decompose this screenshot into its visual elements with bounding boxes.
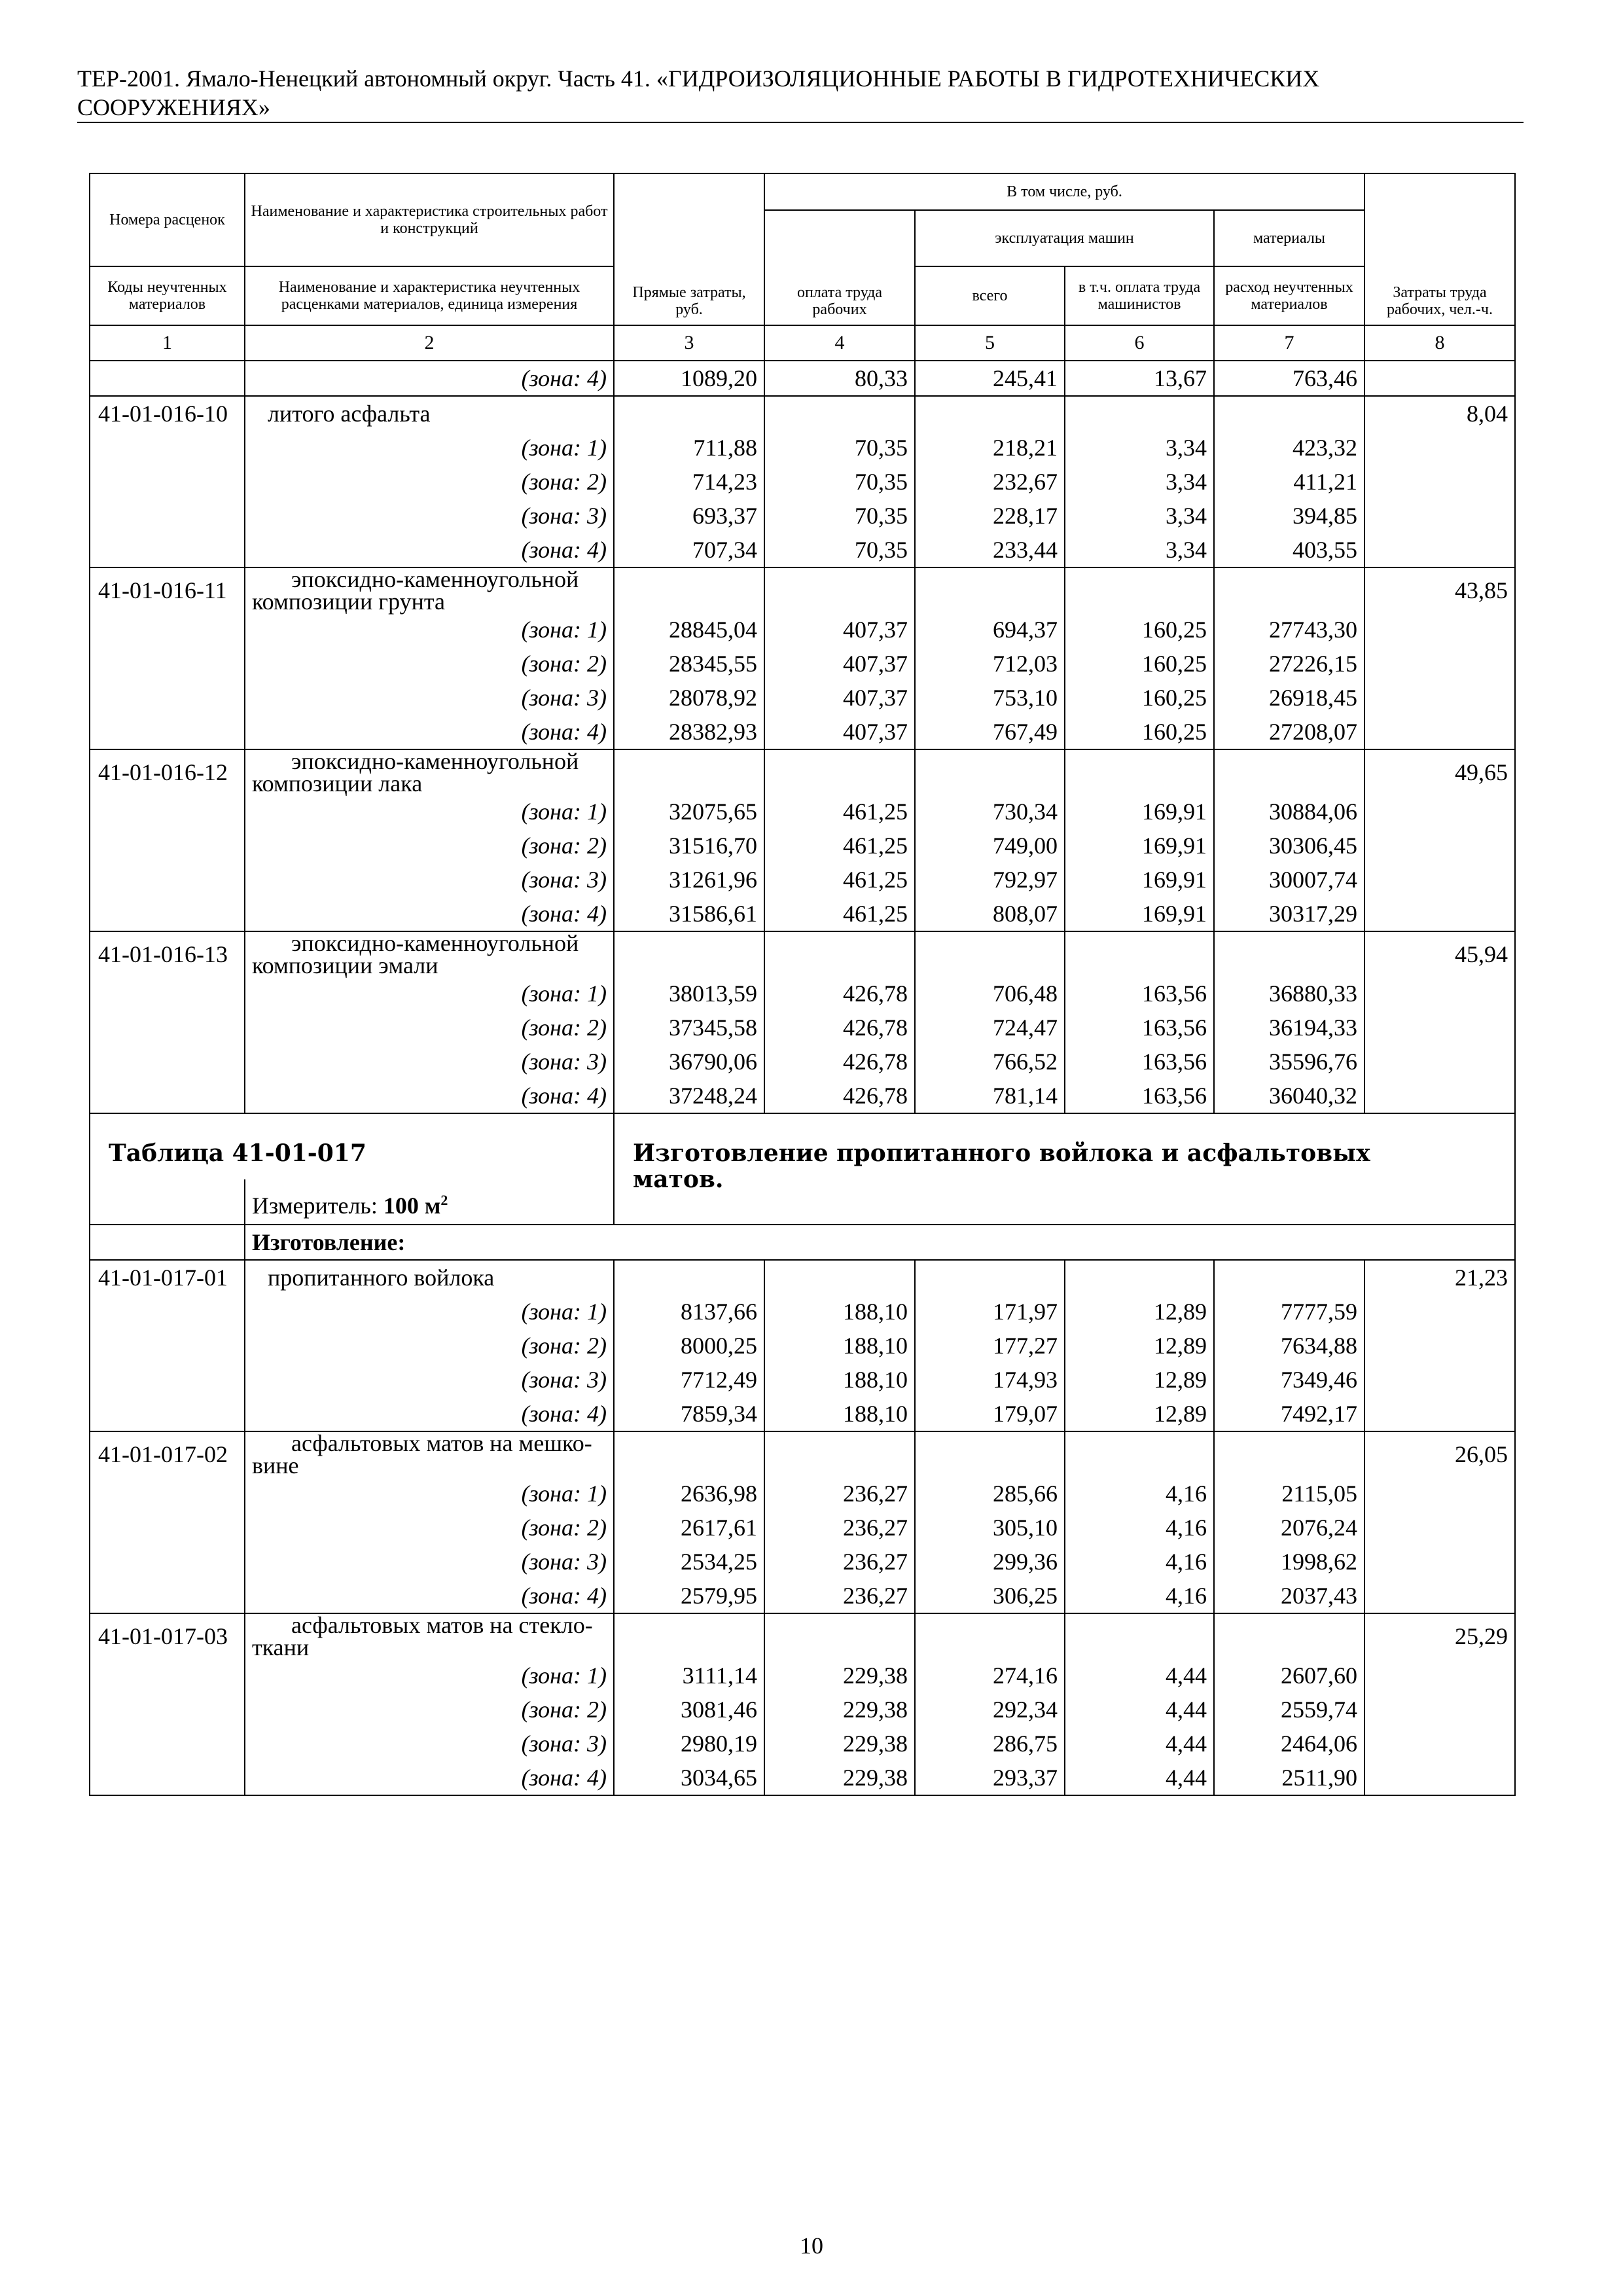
rate-code-row — [90, 1613, 1515, 1659]
rate-code-row — [90, 1431, 1515, 1477]
direct-cost: 8000,25 — [614, 1329, 764, 1363]
materials-cost: 2037,43 — [1214, 1579, 1364, 1613]
machines-total: 174,93 — [915, 1363, 1065, 1397]
col8-header: Затраты труда рабочих, чел.-ч. — [1364, 173, 1515, 325]
machinist-pay: 160,25 — [1065, 613, 1214, 647]
table-row — [90, 863, 1515, 897]
machinist-pay: 169,91 — [1065, 795, 1214, 829]
col-number: 7 — [1214, 325, 1364, 361]
header-rule — [77, 122, 1524, 123]
materials-cost: 2559,74 — [1214, 1693, 1364, 1727]
labor-pay: 461,25 — [764, 897, 915, 931]
unit-label: Измеритель: — [252, 1193, 383, 1219]
work-name-line: эпоксидно-каменноугольной — [291, 930, 579, 956]
labor-pay: 236,27 — [764, 1579, 915, 1613]
direct-cost: 707,34 — [614, 533, 764, 567]
labor-hours: 25,29 — [1364, 1613, 1515, 1659]
table-row — [90, 681, 1515, 715]
work-name — [245, 749, 614, 795]
col-number: 8 — [1364, 325, 1515, 361]
zone-label: (зона: 4) — [245, 361, 614, 396]
machinist-pay: 4,44 — [1065, 1693, 1214, 1727]
zone-label: (зона: 3) — [245, 1727, 614, 1761]
machines-total: 767,49 — [915, 715, 1065, 749]
direct-cost: 28345,55 — [614, 647, 764, 681]
machines-total: 792,97 — [915, 863, 1065, 897]
machines-total: 694,37 — [915, 613, 1065, 647]
rate-code: 41-01-016-11 — [90, 567, 245, 613]
machines-total: 706,48 — [915, 977, 1065, 1011]
work-name-line: пропитанного войлока — [268, 1265, 495, 1291]
machines-total: 293,37 — [915, 1761, 1065, 1795]
section-label: Изготовление: — [245, 1225, 1515, 1260]
work-name-line: эпоксидно-каменноугольной — [291, 566, 579, 592]
direct-cost: 28845,04 — [614, 613, 764, 647]
machines-total: 274,16 — [915, 1659, 1065, 1693]
col-number: 4 — [764, 325, 915, 361]
direct-cost: 31516,70 — [614, 829, 764, 863]
zone-label: (зона: 4) — [245, 1761, 614, 1795]
direct-cost: 32075,65 — [614, 795, 764, 829]
materials-cost: 1998,62 — [1214, 1545, 1364, 1579]
direct-cost: 1089,20 — [614, 361, 764, 396]
table-row — [90, 499, 1515, 533]
direct-cost: 28382,93 — [614, 715, 764, 749]
rates-table — [89, 173, 1516, 1796]
direct-cost: 3034,65 — [614, 1761, 764, 1795]
table-body-016 — [90, 361, 1515, 1113]
materials-cost: 30306,45 — [1214, 829, 1364, 863]
table-row — [90, 715, 1515, 749]
rate-code-row — [90, 567, 1515, 613]
labor-hours: 49,65 — [1364, 749, 1515, 795]
col-number: 5 — [915, 325, 1065, 361]
work-name-line: эпоксидно-каменноугольной — [291, 748, 579, 774]
machines-header: эксплуатация машин — [915, 210, 1214, 266]
labor-pay: 70,35 — [764, 465, 915, 499]
machinist-pay: 3,34 — [1065, 465, 1214, 499]
labor-pay: 188,10 — [764, 1397, 915, 1431]
table-row — [90, 795, 1515, 829]
zone-label: (зона: 2) — [245, 647, 614, 681]
materials-cost: 423,32 — [1214, 431, 1364, 465]
machinist-pay: 169,91 — [1065, 897, 1214, 931]
table-row — [90, 1295, 1515, 1329]
labor-pay: 407,37 — [764, 715, 915, 749]
zone-label: (зона: 1) — [245, 1295, 614, 1329]
labor-pay: 188,10 — [764, 1295, 915, 1329]
labor-pay: 229,38 — [764, 1761, 915, 1795]
direct-cost: 3081,46 — [614, 1693, 764, 1727]
materials-header: материалы — [1214, 210, 1364, 266]
labor-pay: 461,25 — [764, 863, 915, 897]
zone-label: (зона: 3) — [245, 1045, 614, 1079]
zone-label: (зона: 2) — [245, 1693, 614, 1727]
direct-cost: 711,88 — [614, 431, 764, 465]
table-row — [90, 1011, 1515, 1045]
machines-total: 808,07 — [915, 897, 1065, 931]
work-name-line: композиции эмали — [252, 952, 438, 978]
machines-total: 781,14 — [915, 1079, 1065, 1113]
zone-label: (зона: 1) — [245, 613, 614, 647]
direct-cost: 31586,61 — [614, 897, 764, 931]
materials-cost: 36880,33 — [1214, 977, 1364, 1011]
machines-total: 179,07 — [915, 1397, 1065, 1431]
machinist-pay: 3,34 — [1065, 499, 1214, 533]
labor-hours: 26,05 — [1364, 1431, 1515, 1477]
table-row — [90, 361, 1515, 396]
materials-cost: 26918,45 — [1214, 681, 1364, 715]
labor-pay: 229,38 — [764, 1727, 915, 1761]
machines-total: 712,03 — [915, 647, 1065, 681]
machinist-pay: 4,16 — [1065, 1545, 1214, 1579]
machinist-pay: 4,16 — [1065, 1511, 1214, 1545]
machinist-pay: 160,25 — [1065, 715, 1214, 749]
unit-exponent: 2 — [440, 1192, 448, 1208]
materials-cost: 411,21 — [1214, 465, 1364, 499]
zone-label: (зона: 2) — [245, 1329, 614, 1363]
labor-pay: 236,27 — [764, 1477, 915, 1511]
machines-total: 299,36 — [915, 1545, 1065, 1579]
work-name — [245, 567, 614, 613]
materials-cost: 763,46 — [1214, 361, 1364, 396]
labor-pay: 229,38 — [764, 1659, 915, 1693]
table-row — [90, 1329, 1515, 1363]
zone-label: (зона: 1) — [245, 1477, 614, 1511]
zone-label: (зона: 2) — [245, 829, 614, 863]
table-row — [90, 1363, 1515, 1397]
work-name — [245, 396, 614, 431]
labor-pay: 426,78 — [764, 1011, 915, 1045]
rate-code-row — [90, 1260, 1515, 1295]
direct-cost: 714,23 — [614, 465, 764, 499]
zone-label: (зона: 4) — [245, 1397, 614, 1431]
col1-bottom-header: Коды неучтенных материалов — [90, 266, 245, 325]
machinist-pay: 12,89 — [1065, 1295, 1214, 1329]
labor-pay: 426,78 — [764, 1079, 915, 1113]
direct-cost: 2980,19 — [614, 1727, 764, 1761]
labor-pay: 461,25 — [764, 829, 915, 863]
work-name — [245, 931, 614, 977]
machines-total: 218,21 — [915, 431, 1065, 465]
work-name-line: композиции лака — [252, 770, 423, 797]
table-row — [90, 465, 1515, 499]
col3-header: Прямые затраты, руб. — [614, 173, 764, 325]
labor-pay: 407,37 — [764, 647, 915, 681]
labor-pay: 461,25 — [764, 795, 915, 829]
zone-label: (зона: 1) — [245, 1659, 614, 1693]
machinist-pay: 4,44 — [1065, 1761, 1214, 1795]
work-name-line: вине — [252, 1452, 299, 1479]
zone-label: (зона: 1) — [245, 977, 614, 1011]
materials-cost: 30007,74 — [1214, 863, 1364, 897]
labor-hours: 45,94 — [1364, 931, 1515, 977]
work-name-line: асфальтовых матов на стекло- — [291, 1612, 593, 1638]
machines-total: 749,00 — [915, 829, 1065, 863]
materials-cost: 2076,24 — [1214, 1511, 1364, 1545]
zone-label: (зона: 2) — [245, 1511, 614, 1545]
zone-label: (зона: 4) — [245, 1079, 614, 1113]
materials-cost: 7777,59 — [1214, 1295, 1364, 1329]
table-row — [90, 977, 1515, 1011]
materials-cost: 27226,15 — [1214, 647, 1364, 681]
materials-cost: 7634,88 — [1214, 1329, 1364, 1363]
direct-cost: 2534,25 — [614, 1545, 764, 1579]
table-title-block — [90, 1113, 1515, 1260]
table-row — [90, 533, 1515, 567]
machines-total: 730,34 — [915, 795, 1065, 829]
unit-value: 100 м — [383, 1193, 441, 1219]
labor-hours: 21,23 — [1364, 1260, 1515, 1295]
direct-cost: 8137,66 — [614, 1295, 764, 1329]
table-header — [90, 173, 1515, 361]
col2-bottom-header: Наименование и характеристика неучтенных расценками материалов, единица измерения — [245, 266, 614, 325]
machinist-pay: 169,91 — [1065, 863, 1214, 897]
direct-cost: 693,37 — [614, 499, 764, 533]
table-row — [90, 613, 1515, 647]
direct-cost: 36790,06 — [614, 1045, 764, 1079]
work-name-line: композиции грунта — [252, 588, 446, 615]
materials-cost: 27743,30 — [1214, 613, 1364, 647]
page-number: 10 — [800, 2233, 823, 2259]
header-line-2: СООРУЖЕНИЯХ» — [77, 94, 270, 120]
table-row — [90, 1397, 1515, 1431]
direct-cost: 3111,14 — [614, 1659, 764, 1693]
materials-cost: 30317,29 — [1214, 897, 1364, 931]
machinist-pay: 4,16 — [1065, 1477, 1214, 1511]
direct-cost: 7712,49 — [614, 1363, 764, 1397]
work-name-line: литого асфальта — [268, 401, 431, 427]
table-body-017 — [90, 1260, 1515, 1795]
labor-pay: 407,37 — [764, 613, 915, 647]
direct-cost: 2636,98 — [614, 1477, 764, 1511]
labor-hours: 43,85 — [1364, 567, 1515, 613]
col-number: 3 — [614, 325, 764, 361]
labor-pay: 236,27 — [764, 1545, 915, 1579]
work-name-line: ткани — [252, 1634, 310, 1660]
materials-cost: 7492,17 — [1214, 1397, 1364, 1431]
labor-hours: 8,04 — [1364, 396, 1515, 431]
materials-cost: 36194,33 — [1214, 1011, 1364, 1045]
machinist-pay: 4,44 — [1065, 1659, 1214, 1693]
zone-label: (зона: 2) — [245, 1011, 614, 1045]
materials-cost: 394,85 — [1214, 499, 1364, 533]
machines-total: 245,41 — [915, 361, 1065, 396]
labor-pay: 80,33 — [764, 361, 915, 396]
page-header — [77, 64, 1524, 122]
table-row — [90, 897, 1515, 931]
rate-code: 41-01-016-13 — [90, 931, 245, 977]
zone-label: (зона: 4) — [245, 897, 614, 931]
direct-cost: 31261,96 — [614, 863, 764, 897]
materials-cost: 35596,76 — [1214, 1045, 1364, 1079]
section-row — [90, 1225, 1515, 1260]
table-row — [90, 829, 1515, 863]
rate-code: 41-01-017-02 — [90, 1431, 245, 1477]
machinist-pay: 160,25 — [1065, 647, 1214, 681]
zone-label: (зона: 3) — [245, 1545, 614, 1579]
machines-total: 171,97 — [915, 1295, 1065, 1329]
zone-label: (зона: 3) — [245, 863, 614, 897]
group-header: В том числе, руб. — [764, 173, 1364, 210]
col6-header: в т.ч. оплата труда машинистов — [1065, 266, 1214, 325]
materials-cost: 7349,46 — [1214, 1363, 1364, 1397]
unit-line — [245, 1179, 614, 1225]
materials-cost: 2115,05 — [1214, 1477, 1364, 1511]
zone-label: (зона: 2) — [245, 465, 614, 499]
labor-pay: 426,78 — [764, 977, 915, 1011]
table-row — [90, 1693, 1515, 1727]
rate-code: 41-01-016-12 — [90, 749, 245, 795]
rate-code: 41-01-017-01 — [90, 1260, 245, 1295]
machinist-pay: 3,34 — [1065, 533, 1214, 567]
rate-code-row — [90, 931, 1515, 977]
table-title: Изготовление пропитанного войлока и асфальтовых матов. — [614, 1113, 1515, 1225]
table-row — [90, 1761, 1515, 1795]
machines-total: 228,17 — [915, 499, 1065, 533]
table-row — [90, 1545, 1515, 1579]
table-row — [90, 1579, 1515, 1613]
zone-label: (зона: 3) — [245, 681, 614, 715]
machinist-pay: 13,67 — [1065, 361, 1214, 396]
rate-code: 41-01-016-10 — [90, 396, 245, 431]
machinist-pay: 160,25 — [1065, 681, 1214, 715]
zone-label: (зона: 4) — [245, 533, 614, 567]
direct-cost: 7859,34 — [614, 1397, 764, 1431]
table-row — [90, 1727, 1515, 1761]
materials-cost: 2464,06 — [1214, 1727, 1364, 1761]
work-name-line: асфальтовых матов на мешко- — [291, 1430, 592, 1456]
machines-total: 177,27 — [915, 1329, 1065, 1363]
work-name — [245, 1613, 614, 1659]
table-row — [90, 647, 1515, 681]
machinist-pay: 12,89 — [1065, 1397, 1214, 1431]
table-row — [90, 1045, 1515, 1079]
rate-code-row — [90, 749, 1515, 795]
direct-cost: 2617,61 — [614, 1511, 764, 1545]
rate-code-row — [90, 396, 1515, 431]
machinist-pay: 3,34 — [1065, 431, 1214, 465]
table-number: Таблица 41-01-017 — [90, 1113, 614, 1179]
col1-top-header: Номера расценок — [90, 173, 245, 266]
machinist-pay: 169,91 — [1065, 829, 1214, 863]
zone-label: (зона: 3) — [245, 1363, 614, 1397]
zone-label: (зона: 1) — [245, 431, 614, 465]
table-row — [90, 1659, 1515, 1693]
table-row — [90, 1511, 1515, 1545]
zone-label: (зона: 1) — [245, 795, 614, 829]
zone-label: (зона: 4) — [245, 715, 614, 749]
machinist-pay: 12,89 — [1065, 1363, 1214, 1397]
machines-total: 233,44 — [915, 533, 1065, 567]
work-name — [245, 1431, 614, 1477]
materials-cost: 27208,07 — [1214, 715, 1364, 749]
labor-pay: 407,37 — [764, 681, 915, 715]
machinist-pay: 4,16 — [1065, 1579, 1214, 1613]
direct-cost: 2579,95 — [614, 1579, 764, 1613]
header-line-1: ТЕР-2001. Ямало-Ненецкий автономный округ. Часть 41. «ГИДРОИЗОЛЯЦИОННЫЕ РАБОТЫ В ГИДРОТЕХНИЧЕСКИХ — [77, 65, 1320, 92]
rate-code: 41-01-017-03 — [90, 1613, 245, 1659]
col-number: 1 — [90, 325, 245, 361]
machines-total: 286,75 — [915, 1727, 1065, 1761]
direct-cost: 37345,58 — [614, 1011, 764, 1045]
col-number: 2 — [245, 325, 614, 361]
labor-pay: 229,38 — [764, 1693, 915, 1727]
table-row — [90, 1079, 1515, 1113]
labor-pay: 188,10 — [764, 1363, 915, 1397]
zone-label: (зона: 4) — [245, 1579, 614, 1613]
labor-pay: 188,10 — [764, 1329, 915, 1363]
materials-cost: 2511,90 — [1214, 1761, 1364, 1795]
materials-cost: 30884,06 — [1214, 795, 1364, 829]
machines-total: 724,47 — [915, 1011, 1065, 1045]
machines-total: 766,52 — [915, 1045, 1065, 1079]
labor-pay: 70,35 — [764, 431, 915, 465]
col4-header: оплата труда рабочих — [764, 210, 915, 325]
machines-total: 292,34 — [915, 1693, 1065, 1727]
machinist-pay: 4,44 — [1065, 1727, 1214, 1761]
labor-pay: 236,27 — [764, 1511, 915, 1545]
machines-total: 232,67 — [915, 465, 1065, 499]
materials-cost: 403,55 — [1214, 533, 1364, 567]
direct-cost: 38013,59 — [614, 977, 764, 1011]
col-number: 6 — [1065, 325, 1214, 361]
machines-total: 306,25 — [915, 1579, 1065, 1613]
table-title-row — [90, 1113, 1515, 1179]
col5-header: всего — [915, 266, 1065, 325]
machinist-pay: 12,89 — [1065, 1329, 1214, 1363]
machines-total: 305,10 — [915, 1511, 1065, 1545]
materials-cost: 36040,32 — [1214, 1079, 1364, 1113]
table-row — [90, 1477, 1515, 1511]
col7-header: расход неучтенных материалов — [1214, 266, 1364, 325]
machinist-pay: 163,56 — [1065, 1045, 1214, 1079]
direct-cost: 37248,24 — [614, 1079, 764, 1113]
work-name — [245, 1260, 614, 1295]
col2-top-header: Наименование и характеристика строительных работ и конструкций — [245, 173, 614, 266]
labor-pay: 426,78 — [764, 1045, 915, 1079]
machines-total: 753,10 — [915, 681, 1065, 715]
labor-pay: 70,35 — [764, 533, 915, 567]
labor-pay: 70,35 — [764, 499, 915, 533]
machinist-pay: 163,56 — [1065, 977, 1214, 1011]
direct-cost: 28078,92 — [614, 681, 764, 715]
zone-label: (зона: 3) — [245, 499, 614, 533]
table-row — [90, 431, 1515, 465]
machinist-pay: 163,56 — [1065, 1011, 1214, 1045]
column-numbers-row — [90, 325, 1515, 361]
machines-total: 285,66 — [915, 1477, 1065, 1511]
materials-cost: 2607,60 — [1214, 1659, 1364, 1693]
machinist-pay: 163,56 — [1065, 1079, 1214, 1113]
